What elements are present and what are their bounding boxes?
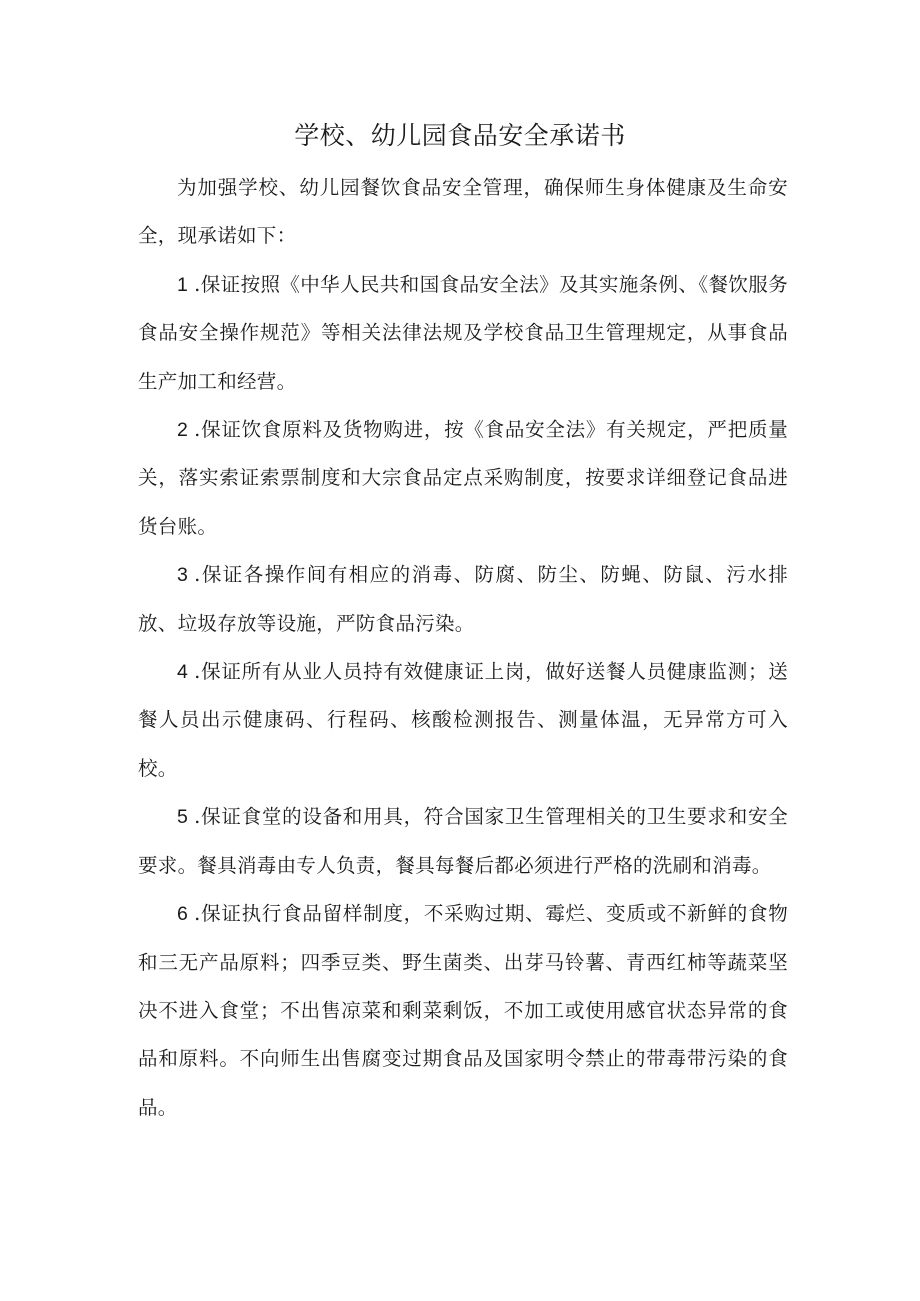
item-text: .保证食堂的设备和用具，符合国家卫生管理相关的卫生要求和安全要求。餐具消毒由专人负责，餐具每餐后都必须进行严格的洗刷和消毒。 (138, 805, 788, 877)
item-text: .保证各操作间有相应的消毒、防腐、防尘、防蝇、防鼠、污水排放、垃圾存放等设施，严防食品污染。 (138, 563, 788, 635)
item-text: .保证饮食原料及货物购进，按《食品安全法》有关规定，严把质量关，落实索证索票制度和大宗食品定点采购制度，按要求详细登记食品进货台账。 (138, 418, 788, 538)
item-text: .保证按照《中华人民共和国食品安全法》及其实施条例、《餐饮服务食品安全操作规范》等相关法律法规及学校食品卫生管理规定，从事食品生产加工和经营。 (138, 272, 788, 393)
commitment-item-5 (138, 793, 788, 890)
item-number: 1 (177, 273, 189, 296)
item-text: .保证所有从业人员持有效健康证上岗，做好送餐人员健康监测；送餐人员出示健康码、行程码、核酸检测报告、测量体温，无异常方可入校。 (138, 660, 788, 780)
commitment-item-1 (138, 261, 788, 406)
commitment-item-2 (138, 406, 788, 551)
commitment-item-3 (138, 551, 788, 648)
commitment-item-4 (138, 648, 788, 793)
document-title: 学校、幼儿园食品安全承诺书 (294, 121, 626, 150)
item-number: 5 (177, 806, 189, 829)
item-text: .保证执行食品留样制度，不采购过期、霉烂、变质或不新鲜的食物和三无产品原料；四季豆类、野生菌类、出芽马铃薯、青西红柿等蔬菜坚决不进入食堂；不出售凉菜和剩菜剩饭，不加工或使用感官状态异常的食品和原料。不向师生出售腐变过期食品及国家明令禁止的带毒带污染的食品。 (138, 902, 788, 1119)
item-number: 3 (177, 564, 189, 587)
item-number: 2 (177, 419, 189, 442)
document-body (138, 164, 788, 1132)
intro-paragraph: 为加强学校、幼儿园餐饮食品安全管理，确保师生身体健康及生命安全，现承诺如下： (138, 176, 788, 248)
item-number: 4 (177, 661, 189, 684)
item-number: 6 (177, 903, 189, 926)
commitment-item-6 (138, 890, 788, 1132)
